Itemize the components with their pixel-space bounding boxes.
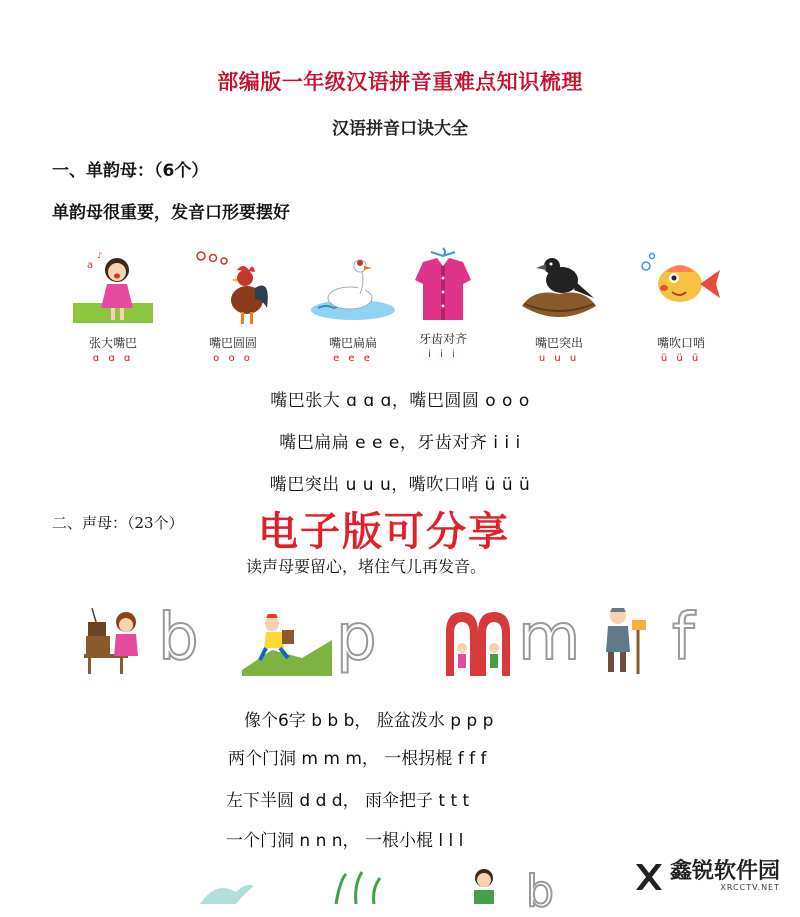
figure-a-label: 张大嘴巴 bbox=[88, 336, 137, 350]
figure-o bbox=[178, 248, 288, 364]
figure-v-letters: ü ü ü bbox=[660, 353, 702, 364]
page-title: 部编版一年级汉语拼音重难点知识梳理 bbox=[217, 70, 583, 94]
figure-i-letters: i i i bbox=[428, 349, 458, 360]
section1-heading: 一、单韵母：（6个） bbox=[52, 161, 209, 181]
shengmu-line-4: 一个门洞 n n n， 一根小棍 l l l bbox=[226, 831, 464, 851]
plant-icon bbox=[326, 870, 386, 904]
shengmu-line-2: 两个门洞 m m m， 一根拐棍 f f f bbox=[228, 749, 487, 769]
rhyme-line-1: 嘴巴张大 ɑ ɑ ɑ，嘴巴圆圆 o o o bbox=[270, 391, 530, 411]
svg-text:a: a bbox=[87, 260, 94, 271]
girl-singing-icon bbox=[73, 248, 153, 328]
watermark bbox=[634, 861, 780, 892]
figure-o-letters: o o o bbox=[213, 353, 253, 364]
figure-v bbox=[626, 248, 736, 364]
letter-p: p bbox=[336, 601, 377, 675]
figure-e-label: 嘴巴扁扁 bbox=[328, 336, 377, 350]
girl-radio-icon bbox=[82, 600, 152, 676]
figure-i-label: 牙齿对齐 bbox=[418, 332, 467, 346]
figure-u bbox=[504, 248, 614, 364]
page-subtitle: 汉语拼音口诀大全 bbox=[332, 119, 468, 139]
figure-u-letters: u u u bbox=[538, 353, 580, 364]
fish-icon bbox=[636, 248, 726, 328]
bottom-pictures bbox=[196, 866, 596, 917]
shirt-icon bbox=[403, 244, 483, 324]
boy-climbing-icon bbox=[242, 610, 332, 676]
figure-a bbox=[58, 248, 168, 364]
shengmu-pictures bbox=[82, 600, 722, 680]
crow-nest-icon bbox=[514, 248, 604, 328]
letter-b-bottom: b bbox=[526, 866, 554, 917]
rhyme-line-3: 嘴巴突出 u u u，嘴吹口哨 ü ü ü bbox=[269, 475, 531, 495]
figure-u-label: 嘴巴突出 bbox=[534, 336, 583, 350]
figure-i bbox=[388, 244, 498, 360]
section1-tagline: 单韵母很重要，发音口形要摆好 bbox=[52, 203, 290, 223]
rhyme-line-2: 嘴巴扁扁 e e e，牙齿对齐 i i i bbox=[279, 433, 521, 453]
watermark-name: 鑫锐软件园 bbox=[669, 859, 780, 884]
section2-tagline: 读声母要留心，堵住气儿再发音。 bbox=[246, 557, 487, 576]
shengmu-line-1: 像个6字 b b b， 脸盆泼水 p p p bbox=[244, 711, 494, 731]
bird-icon bbox=[196, 876, 256, 904]
letter-m: m bbox=[518, 601, 581, 675]
watermark-logo-icon bbox=[634, 862, 664, 892]
door-arches-icon bbox=[442, 606, 516, 676]
shengmu-line-3: 左下半圆 d d d， 雨伞把子 t t t bbox=[226, 791, 470, 811]
figure-v-label: 嘴吹口哨 bbox=[656, 336, 705, 350]
share-stamp: 电子版可分享 bbox=[258, 509, 510, 555]
figure-a-letters: ɑ ɑ ɑ bbox=[92, 353, 134, 364]
goose-icon bbox=[308, 248, 398, 328]
rooster-icon bbox=[193, 248, 273, 328]
letter-f: f bbox=[672, 601, 695, 675]
svg-text:♪: ♪ bbox=[97, 251, 103, 260]
watermark-site: XRCCTV.NET bbox=[720, 883, 780, 892]
boy-icon bbox=[464, 866, 504, 904]
figure-e-letters: e e e bbox=[333, 353, 373, 364]
figure-o-label: 嘴巴圆圆 bbox=[208, 336, 257, 350]
old-man-cane-icon bbox=[594, 604, 654, 676]
section2-heading: 二、声母：（23个） bbox=[52, 514, 184, 532]
letter-b: b bbox=[158, 601, 199, 675]
